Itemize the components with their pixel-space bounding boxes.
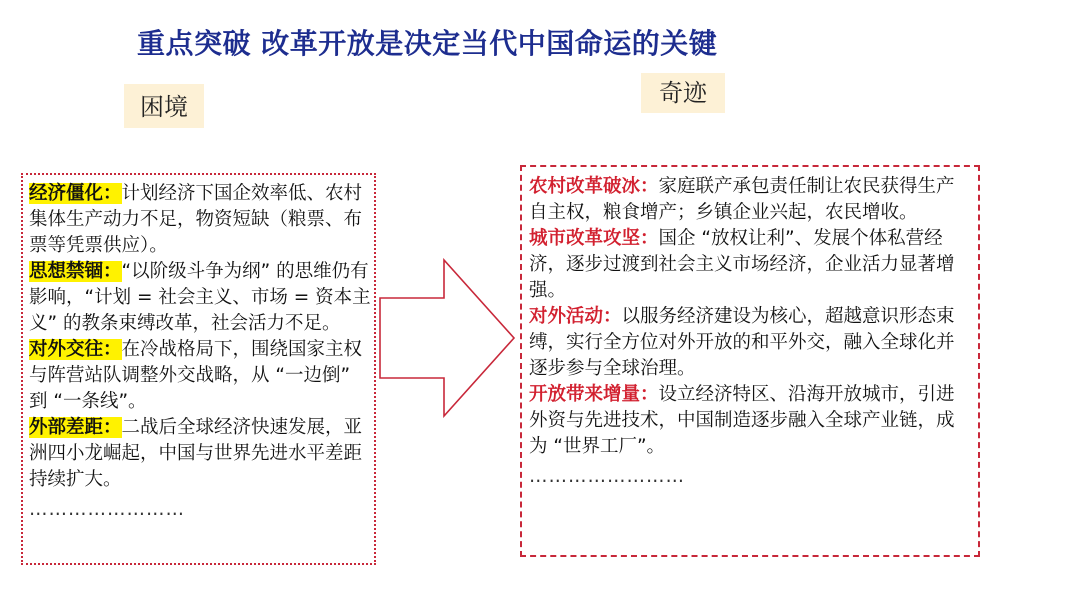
miracle-item-key: 开放带来增量： [529, 384, 659, 405]
dilemma-item-text: “以阶级斗争为纲” 的思维仍有影响，“计划 = 社会主义、市场 = 资本主义” 的教条束缚改革，社会活力不足。 [29, 261, 371, 334]
miracle-item-text: 设立经济特区、沿海开放城市，引进外资与先进技术，中国制造逐步融入全球产业链，成为 “世界工厂”。 [529, 384, 955, 457]
miracle-item-key: 城市改革攻坚： [529, 228, 659, 249]
miracle-content [529, 174, 969, 490]
dilemma-item-key: 经济僵化： [29, 183, 122, 204]
dilemma-item-economy [29, 181, 374, 259]
dilemma-item-key: 外部差距： [29, 417, 122, 438]
miracle-box [520, 165, 980, 557]
right-arrow-icon [378, 258, 516, 418]
dilemma-item-gap [29, 415, 374, 493]
dilemma-item-text: 在冷战格局下，围绕国家主权与阵营站队调整外交战略，从 “一边倒” 到 “一条线”。 [29, 339, 363, 412]
miracle-item-key: 对外活动： [529, 306, 622, 327]
dilemma-item-key: 对外交往： [29, 339, 122, 360]
miracle-item-text: 以服务经济建设为核心，超越意识形态束缚，实行全方位对外开放的和平外交，融入全球化并逐步参与全球治理。 [529, 306, 955, 379]
miracle-item-opening [529, 382, 969, 460]
page-title: 重点突破 改革开放是决定当代中国命运的关键 [137, 27, 718, 60]
miracle-item-foreign [529, 304, 969, 382]
dilemma-item-text: 计划经济下国企效率低、农村集体生产动力不足，物资短缺（粮票、布票等凭票供应）。 [29, 183, 363, 256]
dilemma-content [29, 181, 374, 523]
miracle-item-urban [529, 226, 969, 304]
dilemma-box [21, 173, 376, 565]
dilemma-item-ideology [29, 259, 374, 337]
miracle-item-text: 国企 “放权让利”、发展个体私营经济，逐步过渡到社会主义市场经济，企业活力显著增强。 [529, 228, 955, 301]
miracle-ellipsis: …………………… [529, 466, 685, 487]
miracle-item-text: 家庭联产承包责任制让农民获得生产自主权，粮食增产；乡镇企业兴起，农民增收。 [529, 176, 955, 223]
tag-dilemma: 困境 [124, 84, 204, 128]
dilemma-item-diplomacy [29, 337, 374, 415]
miracle-item-key: 农村改革破冰： [529, 176, 659, 197]
dilemma-ellipsis: …………………… [29, 499, 185, 520]
dilemma-item-text: 二战后全球经济快速发展，亚洲四小龙崛起，中国与世界先进水平差距持续扩大。 [29, 417, 363, 490]
miracle-item-rural [529, 174, 969, 226]
dilemma-item-key: 思想禁锢： [29, 261, 122, 282]
tag-miracle: 奇迹 [641, 73, 725, 113]
